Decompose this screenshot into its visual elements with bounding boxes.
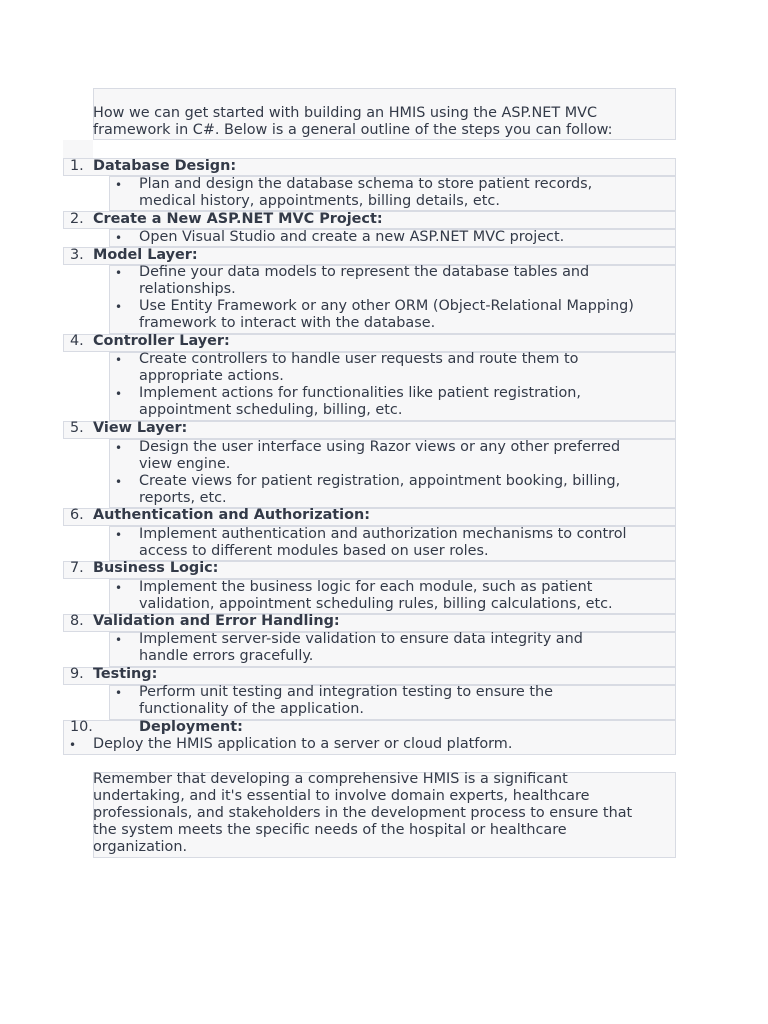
bullet-text: access to different modules based on user roles. (139, 543, 489, 559)
bullet-text: Implement server-side validation to ensure data integrity and (139, 631, 583, 647)
intro-line-2: framework in C#. Below is a general outline of the steps you can follow: (93, 122, 613, 138)
outro-line: organization. (93, 839, 188, 855)
step-number: 6. (70, 507, 84, 523)
bullet-dot: • (115, 266, 123, 280)
bullet-text: Open Visual Studio and create a new ASP.NET MVC project. (139, 229, 565, 245)
step-title: Authentication and Authorization: (93, 507, 370, 523)
intro-spacer (63, 140, 93, 158)
bullet-text: handle errors gracefully. (139, 648, 314, 664)
step-number: 3. (70, 247, 84, 263)
step-number: 1. (70, 158, 84, 174)
bullet-text: appointment scheduling, billing, etc. (139, 402, 403, 418)
bullet-text: Design the user interface using Razor views or any other preferred (139, 439, 621, 455)
step-number: 8. (70, 613, 84, 629)
bullet-dot: • (115, 300, 123, 314)
step-title: Business Logic: (93, 560, 219, 576)
bullet-dot: • (69, 738, 77, 752)
step-number: 9. (70, 666, 84, 682)
bullet-text: Implement the business logic for each module, such as patient (139, 579, 593, 595)
step-number: 4. (70, 333, 84, 349)
bullet-text: validation, appointment scheduling rules, billing calculations, etc. (139, 596, 613, 612)
bullet-text: framework to interact with the database. (139, 315, 436, 331)
bullet-text: Use Entity Framework or any other ORM (Object-Relational Mapping) (139, 298, 634, 314)
bullet-text: Implement authentication and authorization mechanisms to control (139, 526, 627, 542)
step-title: Controller Layer: (93, 333, 230, 349)
bullet-text: Implement actions for functionalities like patient registration, (139, 385, 581, 401)
step-number: 7. (70, 560, 84, 576)
intro-line-1: How we can get started with building an HMIS using the ASP.NET MVC (93, 105, 598, 121)
bullet-dot: • (115, 686, 123, 700)
bullet-dot: • (115, 231, 123, 245)
bullet-dot: • (115, 581, 123, 595)
step-number: 10. (70, 719, 93, 735)
bullet-text: Deploy the HMIS application to a server or cloud platform. (93, 736, 513, 752)
bullet-text: view engine. (139, 456, 231, 472)
step-title: Database Design: (93, 158, 237, 174)
outro-line: professionals, and stakeholders in the development process to ensure that (93, 805, 633, 821)
outro-line: Remember that developing a comprehensive HMIS is a significant (93, 771, 568, 787)
step-title: Create a New ASP.NET MVC Project: (93, 211, 383, 227)
bullet-text: functionality of the application. (139, 701, 364, 717)
outro-line: undertaking, and it's essential to involve domain experts, healthcare (93, 788, 590, 804)
step-title: Deployment: (139, 719, 243, 735)
bullet-dot: • (115, 178, 123, 192)
bullet-text: Create views for patient registration, appointment booking, billing, (139, 473, 621, 489)
bullet-dot: • (115, 353, 123, 367)
step-title: View Layer: (93, 420, 188, 436)
bullet-dot: • (115, 475, 123, 489)
outro-line: the system meets the specific needs of the hospital or healthcare (93, 822, 567, 838)
step-number: 5. (70, 420, 84, 436)
bullet-dot: • (115, 633, 123, 647)
bullet-text: reports, etc. (139, 490, 227, 506)
step-number: 2. (70, 211, 84, 227)
bullet-dot: • (115, 528, 123, 542)
bullet-text: appropriate actions. (139, 368, 284, 384)
bullet-text: Plan and design the database schema to store patient records, (139, 176, 593, 192)
bullet-dot: • (115, 387, 123, 401)
bullet-text: Create controllers to handle user requests and route them to (139, 351, 579, 367)
step-title: Testing: (93, 666, 158, 682)
bullet-text: Define your data models to represent the database tables and (139, 264, 590, 280)
step-title: Validation and Error Handling: (93, 613, 340, 629)
step-title: Model Layer: (93, 247, 198, 263)
bullet-dot: • (115, 441, 123, 455)
bullet-text: medical history, appointments, billing details, etc. (139, 193, 500, 209)
bullet-text: relationships. (139, 281, 236, 297)
bullet-text: Perform unit testing and integration testing to ensure the (139, 684, 553, 700)
